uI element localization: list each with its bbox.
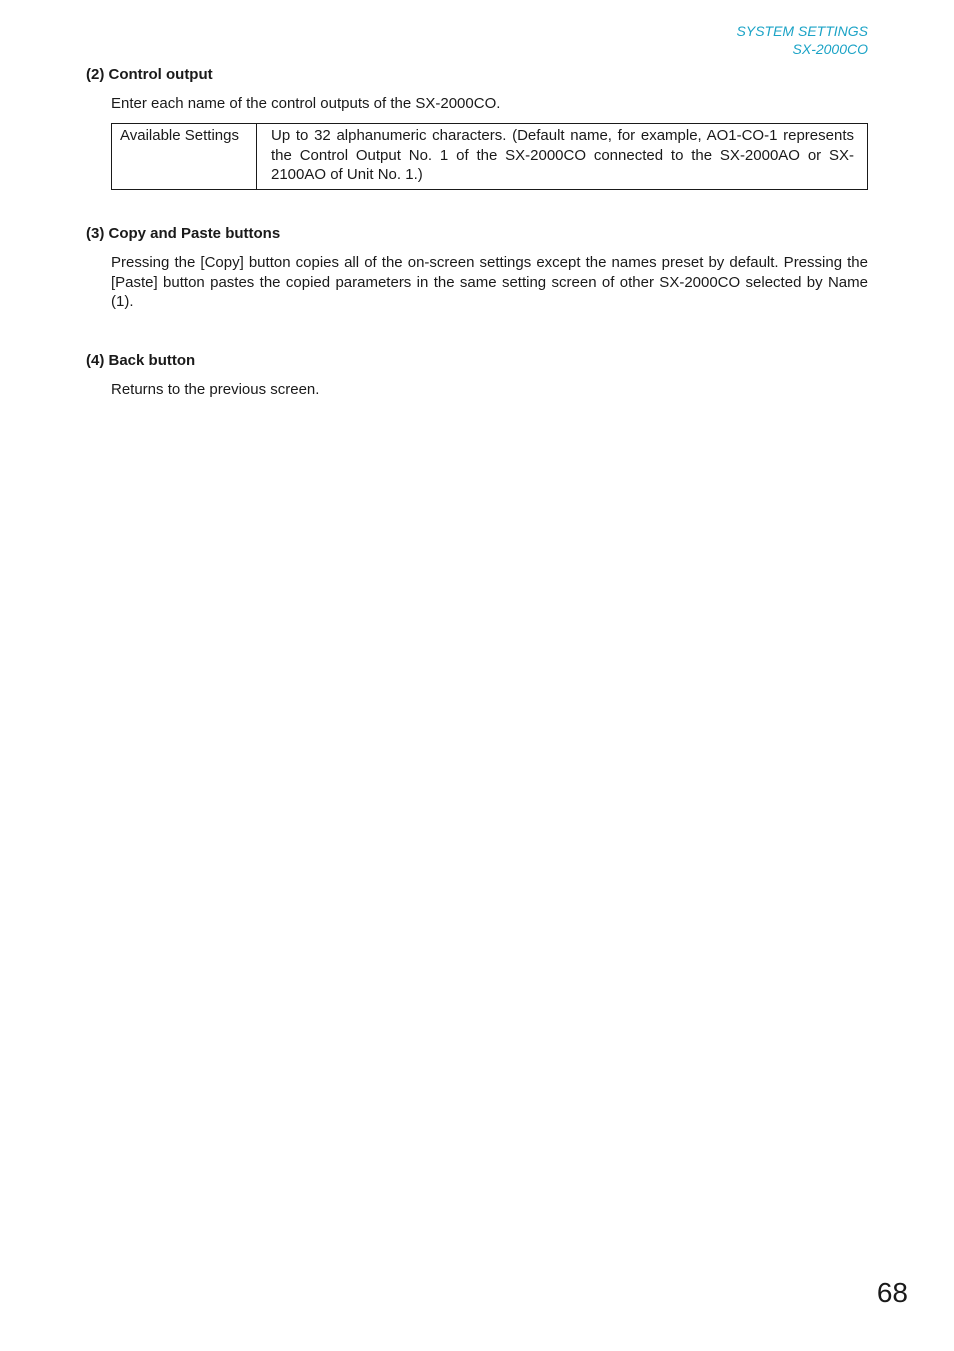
control-output-intro: Enter each name of the control outputs of the SX-2000CO.: [111, 95, 501, 112]
back-button-heading: (4) Back button: [86, 352, 196, 369]
back-button-body: Returns to the previous screen.: [111, 381, 320, 398]
settings-label-cell: Available Settings: [112, 124, 257, 190]
header-section-title: SYSTEM SETTINGS: [736, 23, 868, 39]
available-settings-table: [111, 123, 868, 190]
header-model-name: SX-2000CO: [792, 41, 868, 57]
copy-paste-body: Pressing the [Copy] button copies all of the on-screen settings except the names preset by default. Pressing the [Paste] button pastes the copied parameters in the same setting screen of other SX-2000CO selected by Name (1).: [111, 254, 868, 310]
settings-value-cell: Up to 32 alphanumeric characters. (Default name, for example, AO1-CO-1 represents the Control Output No. 1 of the SX-2000CO connected to the SX-2000AO or SX-2100AO of Unit No. 1.): [257, 124, 868, 190]
copy-paste-heading: (3) Copy and Paste buttons: [86, 225, 281, 242]
running-header: [737, 22, 868, 58]
table-row: [112, 124, 868, 190]
page-number: 68: [876, 1277, 908, 1308]
control-output-heading: (2) Control output: [86, 66, 213, 83]
